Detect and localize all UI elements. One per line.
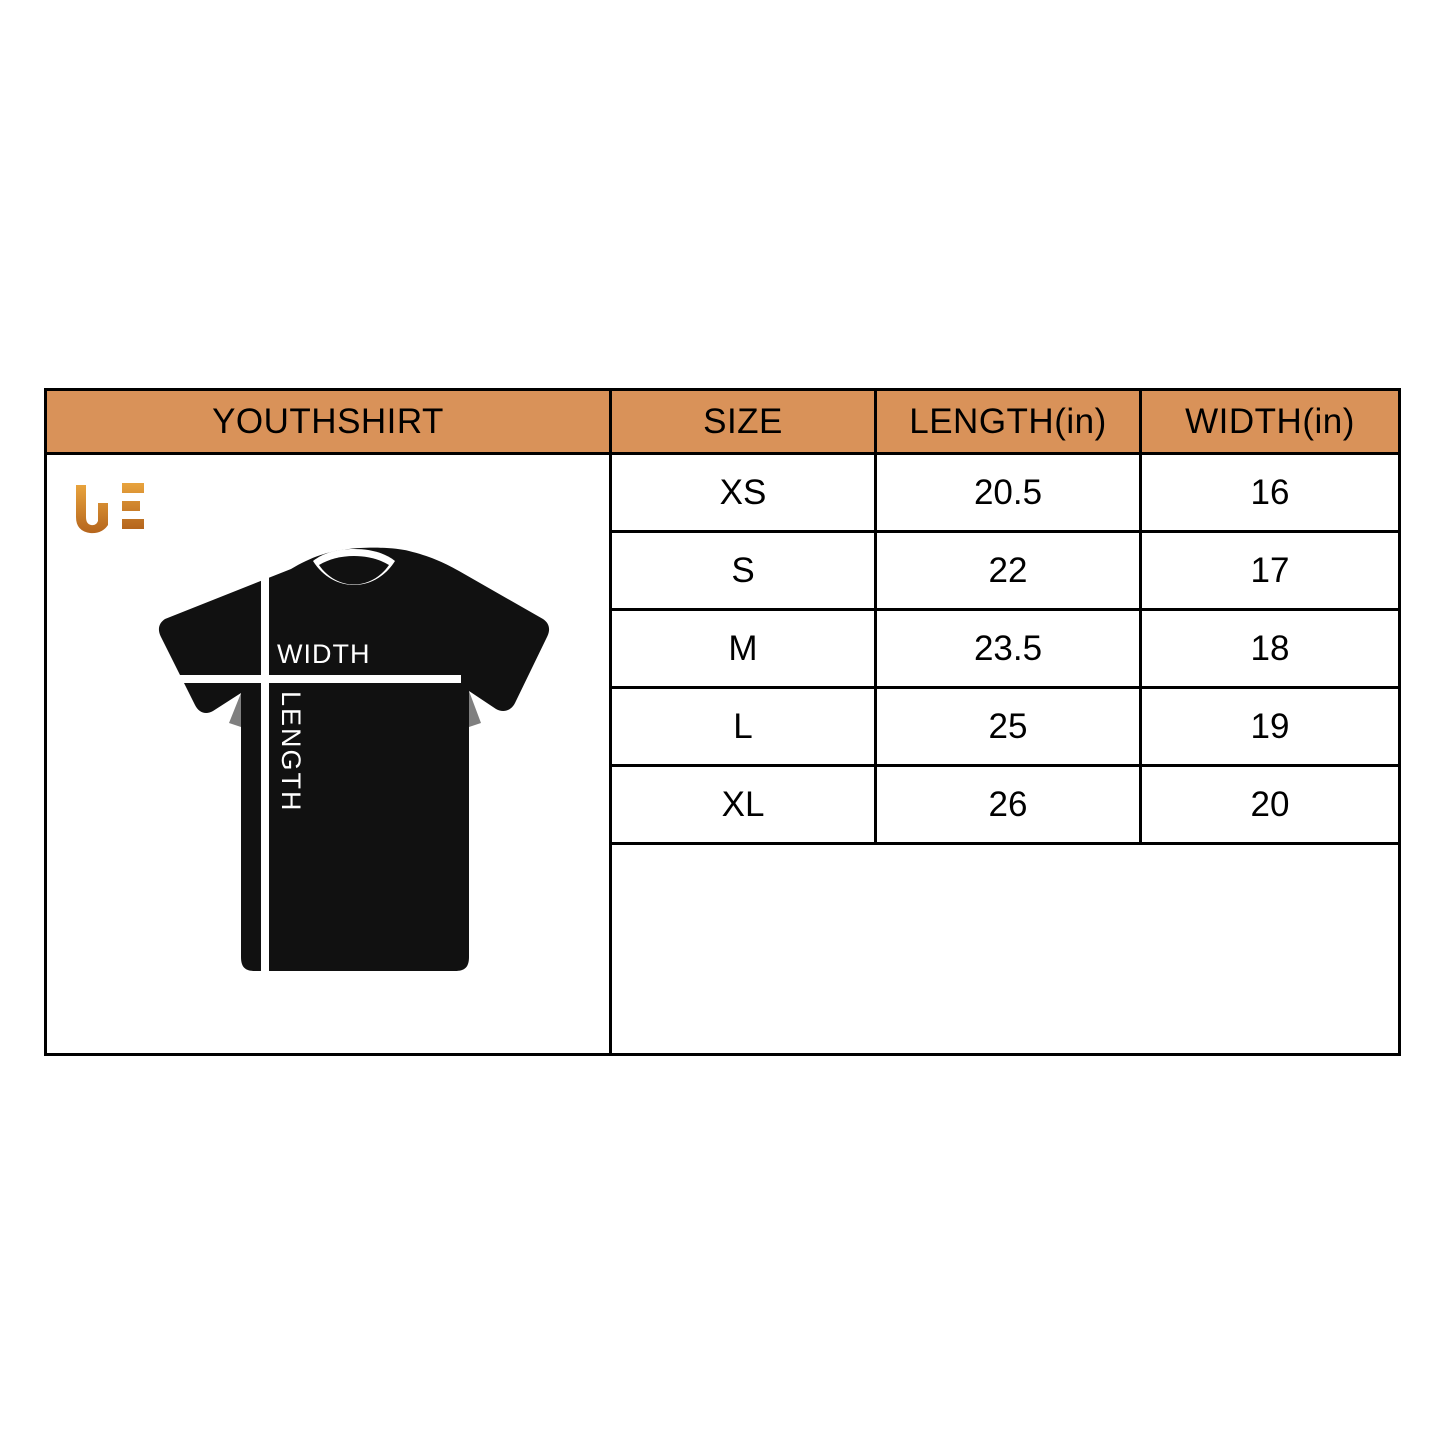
cell-length: 20.5	[877, 455, 1142, 530]
table-row	[612, 455, 1398, 533]
shirt-diagram-pane	[47, 455, 612, 1053]
width-measure-label: WIDTH	[277, 639, 371, 669]
header-label-brand: YOUTHSHIRT	[212, 401, 444, 441]
table-row	[612, 611, 1398, 689]
header-cell-length	[877, 391, 1142, 452]
cell-size: M	[612, 611, 877, 686]
measurements-table	[612, 455, 1398, 1053]
table-header-row	[47, 391, 1398, 455]
table-row	[612, 767, 1398, 845]
cell-length: 23.5	[877, 611, 1142, 686]
cell-length: 22	[877, 533, 1142, 608]
header-cell-brand	[47, 391, 612, 452]
cell-length: 26	[877, 767, 1142, 842]
cell-width: 19	[1250, 706, 1290, 746]
cell-width: 16	[1250, 472, 1290, 512]
cell-size: S	[612, 533, 877, 608]
cell-size: XS	[612, 455, 877, 530]
cell-length: 25	[877, 689, 1142, 764]
table-row	[612, 689, 1398, 767]
cell-size: XL	[612, 767, 877, 842]
cell-width: 17	[1250, 550, 1290, 590]
cell-width: 18	[1250, 628, 1290, 668]
header-label-width: WIDTH(in)	[1185, 401, 1355, 441]
length-measure-label: LENGTH	[276, 691, 306, 813]
table-body	[47, 455, 1398, 1053]
cell-width: 20	[1250, 784, 1290, 824]
brand-logo-icon	[72, 477, 150, 539]
header-label-length: LENGTH(in)	[909, 401, 1107, 441]
cell-size: L	[612, 689, 877, 764]
size-chart	[44, 388, 1401, 1056]
header-cell-width	[1142, 391, 1398, 452]
header-cell-size	[612, 391, 877, 452]
tshirt-illustration	[143, 527, 563, 997]
table-row	[612, 533, 1398, 611]
header-label-size: SIZE	[703, 401, 783, 441]
